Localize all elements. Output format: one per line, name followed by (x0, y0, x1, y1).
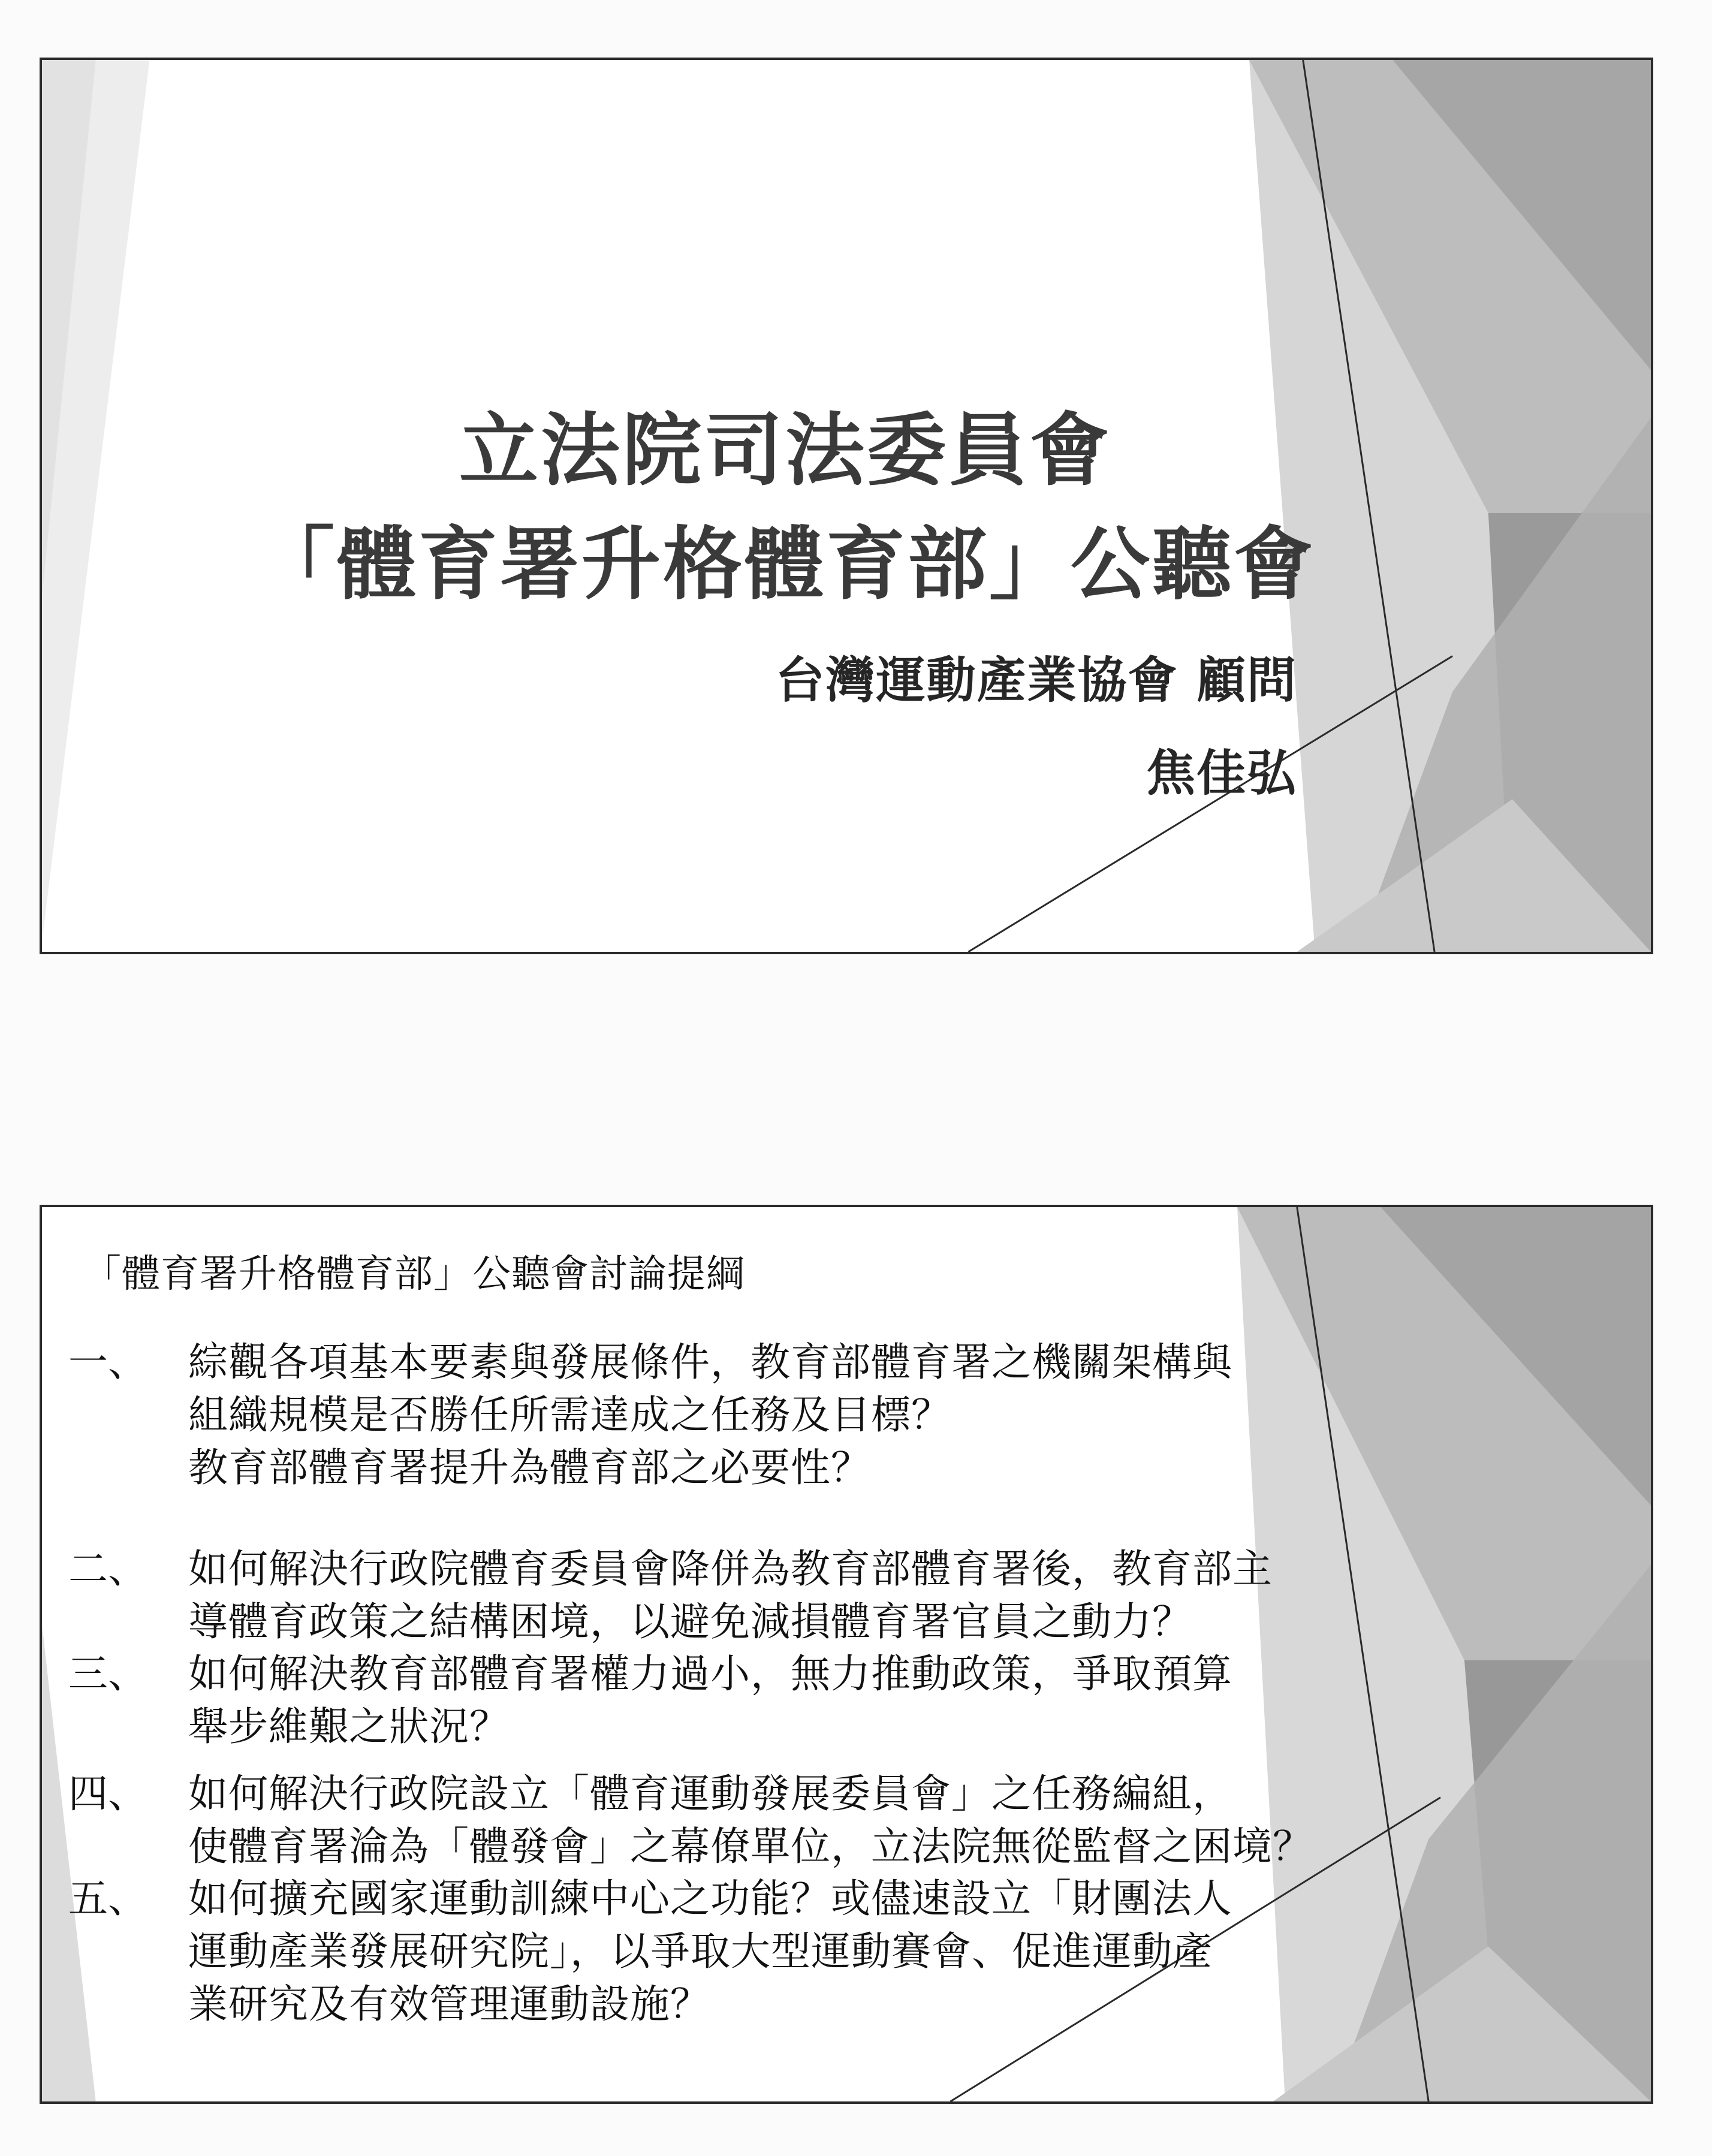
agenda-item-line: 業研究及有效管理運動設施？ (188, 1981, 710, 2027)
title-slide (40, 58, 1653, 954)
agenda-heading: 「體育署升格體育部」公聽會討論提綱 (83, 1252, 745, 1296)
agenda-item-line: 如何擴充國家運動訓練中心之功能？或儘速設立「財團法人 (188, 1875, 1232, 1922)
agenda-item (68, 1768, 1313, 1873)
agenda-item-line: 如何解決行政院體育委員會降併為教育部體育署後，教育部主 (188, 1546, 1273, 1592)
agenda-item (68, 1336, 1232, 1494)
agenda-item-line: 如何解決行政院設立「體育運動發展委員會」之任務編組， (188, 1771, 1232, 1817)
agenda-slide (40, 1205, 1653, 2104)
agenda-item-number: 四、 (68, 1771, 147, 1817)
agenda-item-line: 組織規模是否勝任所需達成之任務及目標？ (188, 1392, 951, 1438)
agenda-item-number: 一、 (68, 1339, 147, 1385)
agenda-item (68, 1648, 1232, 1753)
agenda-item-line: 如何解決教育部體育署權力過小，無力推動政策，爭取預算 (188, 1651, 1232, 1697)
agenda-item-number: 二、 (68, 1546, 147, 1592)
agenda-item-line: 舉步維艱之狀況？ (188, 1703, 510, 1750)
agenda-item (68, 1872, 1232, 2031)
slide-title-line-1: 立法院司法委員會 (459, 405, 1111, 497)
agenda-item-line: 使體育署淪為「體發會」之幕僚單位，立法院無從監督之困境？ (188, 1823, 1313, 1869)
slide-title-line-2: 「體育署升格體育部」公聽會 (255, 518, 1315, 611)
agenda-item-line: 綜觀各項基本要素與發展條件，教育部體育署之機關架構與 (188, 1339, 1232, 1385)
presenter-affiliation: 台灣運動產業協會 顧問 (775, 652, 1297, 709)
agenda-item-number: 三、 (68, 1651, 147, 1697)
presenter-name: 焦佳弘 (1146, 745, 1297, 802)
agenda-item-line: 導體育政策之結構困境，以避免減損體育署官員之動力？ (188, 1599, 1192, 1645)
agenda-item-number: 五、 (68, 1875, 147, 1922)
agenda-item-line: 教育部體育署提升為體育部之必要性？ (188, 1445, 871, 1491)
agenda-item (68, 1543, 1273, 1648)
agenda-item-line: 運動產業發展研究院」，以爭取大型運動賽會、促進運動產 (188, 1928, 1213, 1974)
